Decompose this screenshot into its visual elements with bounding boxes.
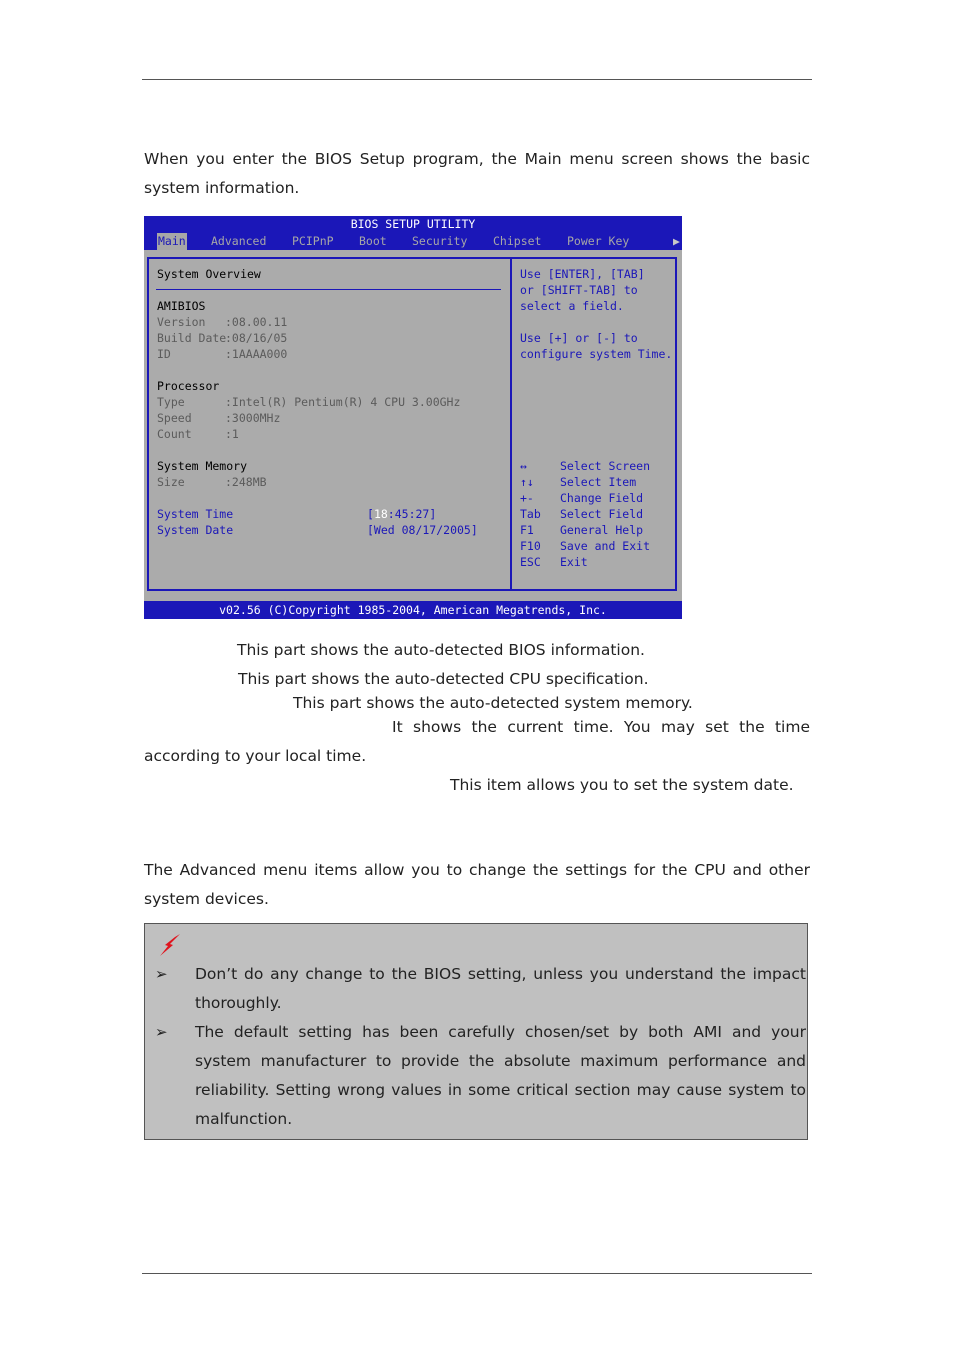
system-time-label[interactable]: System Time	[157, 507, 234, 521]
build-date-value: :08/16/05	[225, 331, 288, 345]
arrow-bullet-icon: ➢	[155, 1023, 168, 1041]
lightning-bolt-icon	[158, 933, 182, 957]
key-desc: Select Item	[560, 475, 637, 489]
help-line: Use [+] or [-] to	[520, 331, 638, 345]
help-line: select a field.	[520, 299, 624, 313]
key-left-right-arrows: ↔	[520, 459, 527, 473]
cpu-type-label: Type	[157, 395, 185, 409]
key-f10: F10	[520, 539, 541, 553]
system-date-label[interactable]: System Date	[157, 523, 234, 537]
key-tab: Tab	[520, 507, 541, 521]
bios-tab-boot[interactable]: Boot	[359, 234, 387, 248]
warning-text: Don’t do any change to the BIOS setting, unless you understand the impact thoroughly.	[195, 965, 806, 1012]
bios-overview-rule	[156, 289, 501, 290]
caption-bios-info: This part shows the auto-detected BIOS information.	[237, 641, 645, 659]
cpu-speed-value: :3000MHz	[225, 411, 281, 425]
caption-date: This item allows you to set the system date.	[450, 776, 794, 794]
time-hour-selected[interactable]: 18	[373, 507, 388, 521]
time-rest: :45:27]	[387, 507, 437, 521]
bios-tab-security[interactable]: Security	[412, 234, 468, 248]
key-desc: Select Screen	[560, 459, 651, 473]
bios-tab-advanced[interactable]: Advanced	[211, 234, 267, 248]
system-date-value[interactable]: [Wed 08/17/2005]	[367, 523, 478, 537]
help-line: Use [ENTER], [TAB]	[520, 267, 645, 281]
footer-rule	[142, 1273, 812, 1274]
caption-time: It shows the current time. You may set the time	[392, 718, 810, 736]
arrow-bullet-icon: ➢	[155, 965, 168, 983]
bios-footer: v02.56 (C)Copyright 1985-2004, American Megatrends, Inc.	[144, 601, 682, 619]
cpu-type-value: :Intel(R) Pentium(R) 4 CPU 3.00GHz	[225, 395, 461, 409]
key-desc: General Help	[560, 523, 644, 537]
overview-heading: System Overview	[157, 267, 261, 281]
bios-tab-pcipnp[interactable]: PCIPnP	[292, 234, 334, 248]
id-label: ID	[157, 347, 171, 361]
advanced-intro-paragraph: The Advanced menu items allow you to change the settings for the CPU and other system devices.	[144, 861, 810, 908]
key-desc: Select Field	[560, 507, 644, 521]
key-desc: Save and Exit	[560, 539, 651, 553]
version-value: :08.00.11	[225, 315, 288, 329]
key-esc: ESC	[520, 555, 541, 569]
version-label: Version	[157, 315, 206, 329]
bios-tab-power-key[interactable]: Power Key	[567, 234, 630, 248]
time-open-bracket: [	[367, 507, 374, 521]
warning-box	[144, 923, 808, 1140]
key-up-down-arrows: ↑↓	[520, 475, 534, 489]
menu-right-arrow-icon: ▶	[673, 234, 680, 248]
bios-title: BIOS SETUP UTILITY	[144, 216, 682, 233]
help-line: configure system Time.	[520, 347, 673, 361]
key-plus-minus: +-	[520, 491, 534, 505]
caption-cpu-spec: This part shows the auto-detected CPU specification.	[238, 670, 649, 688]
caption-time-cont: according to your local time.	[144, 747, 367, 765]
key-desc: Change Field	[560, 491, 644, 505]
key-f1: F1	[520, 523, 534, 537]
amibios-heading: AMIBIOS	[157, 299, 206, 313]
cpu-count-label: Count	[157, 427, 192, 441]
bios-menu-bar	[144, 233, 682, 250]
key-desc: Exit	[560, 555, 588, 569]
id-value: :1AAAA000	[225, 347, 288, 361]
memory-size-label: Size	[157, 475, 185, 489]
memory-size-value: :248MB	[225, 475, 267, 489]
bios-panel-divider	[510, 257, 512, 591]
help-line: or [SHIFT-TAB] to	[520, 283, 638, 297]
caption-memory: This part shows the auto-detected system memory.	[293, 694, 693, 712]
header-rule	[142, 79, 812, 80]
memory-heading: System Memory	[157, 459, 248, 473]
cpu-speed-label: Speed	[157, 411, 192, 425]
cpu-count-value: :1	[225, 427, 239, 441]
bios-tab-chipset[interactable]: Chipset	[493, 234, 542, 248]
intro-paragraph: When you enter the BIOS Setup program, the Main menu screen shows the basic system information.	[144, 150, 810, 197]
system-time-field[interactable]	[367, 506, 436, 522]
build-date-label: Build Date	[157, 331, 227, 345]
processor-heading: Processor	[157, 379, 220, 393]
bios-tab-main[interactable]: Main	[158, 234, 186, 248]
warning-text: The default setting has been carefully chosen/set by both AMI and your system manufacturer to provide the absolute maximum performance and reliability. Setting wrong values in some critical section may cause system to malfunction.	[195, 1023, 806, 1128]
bios-screenshot	[144, 216, 682, 619]
